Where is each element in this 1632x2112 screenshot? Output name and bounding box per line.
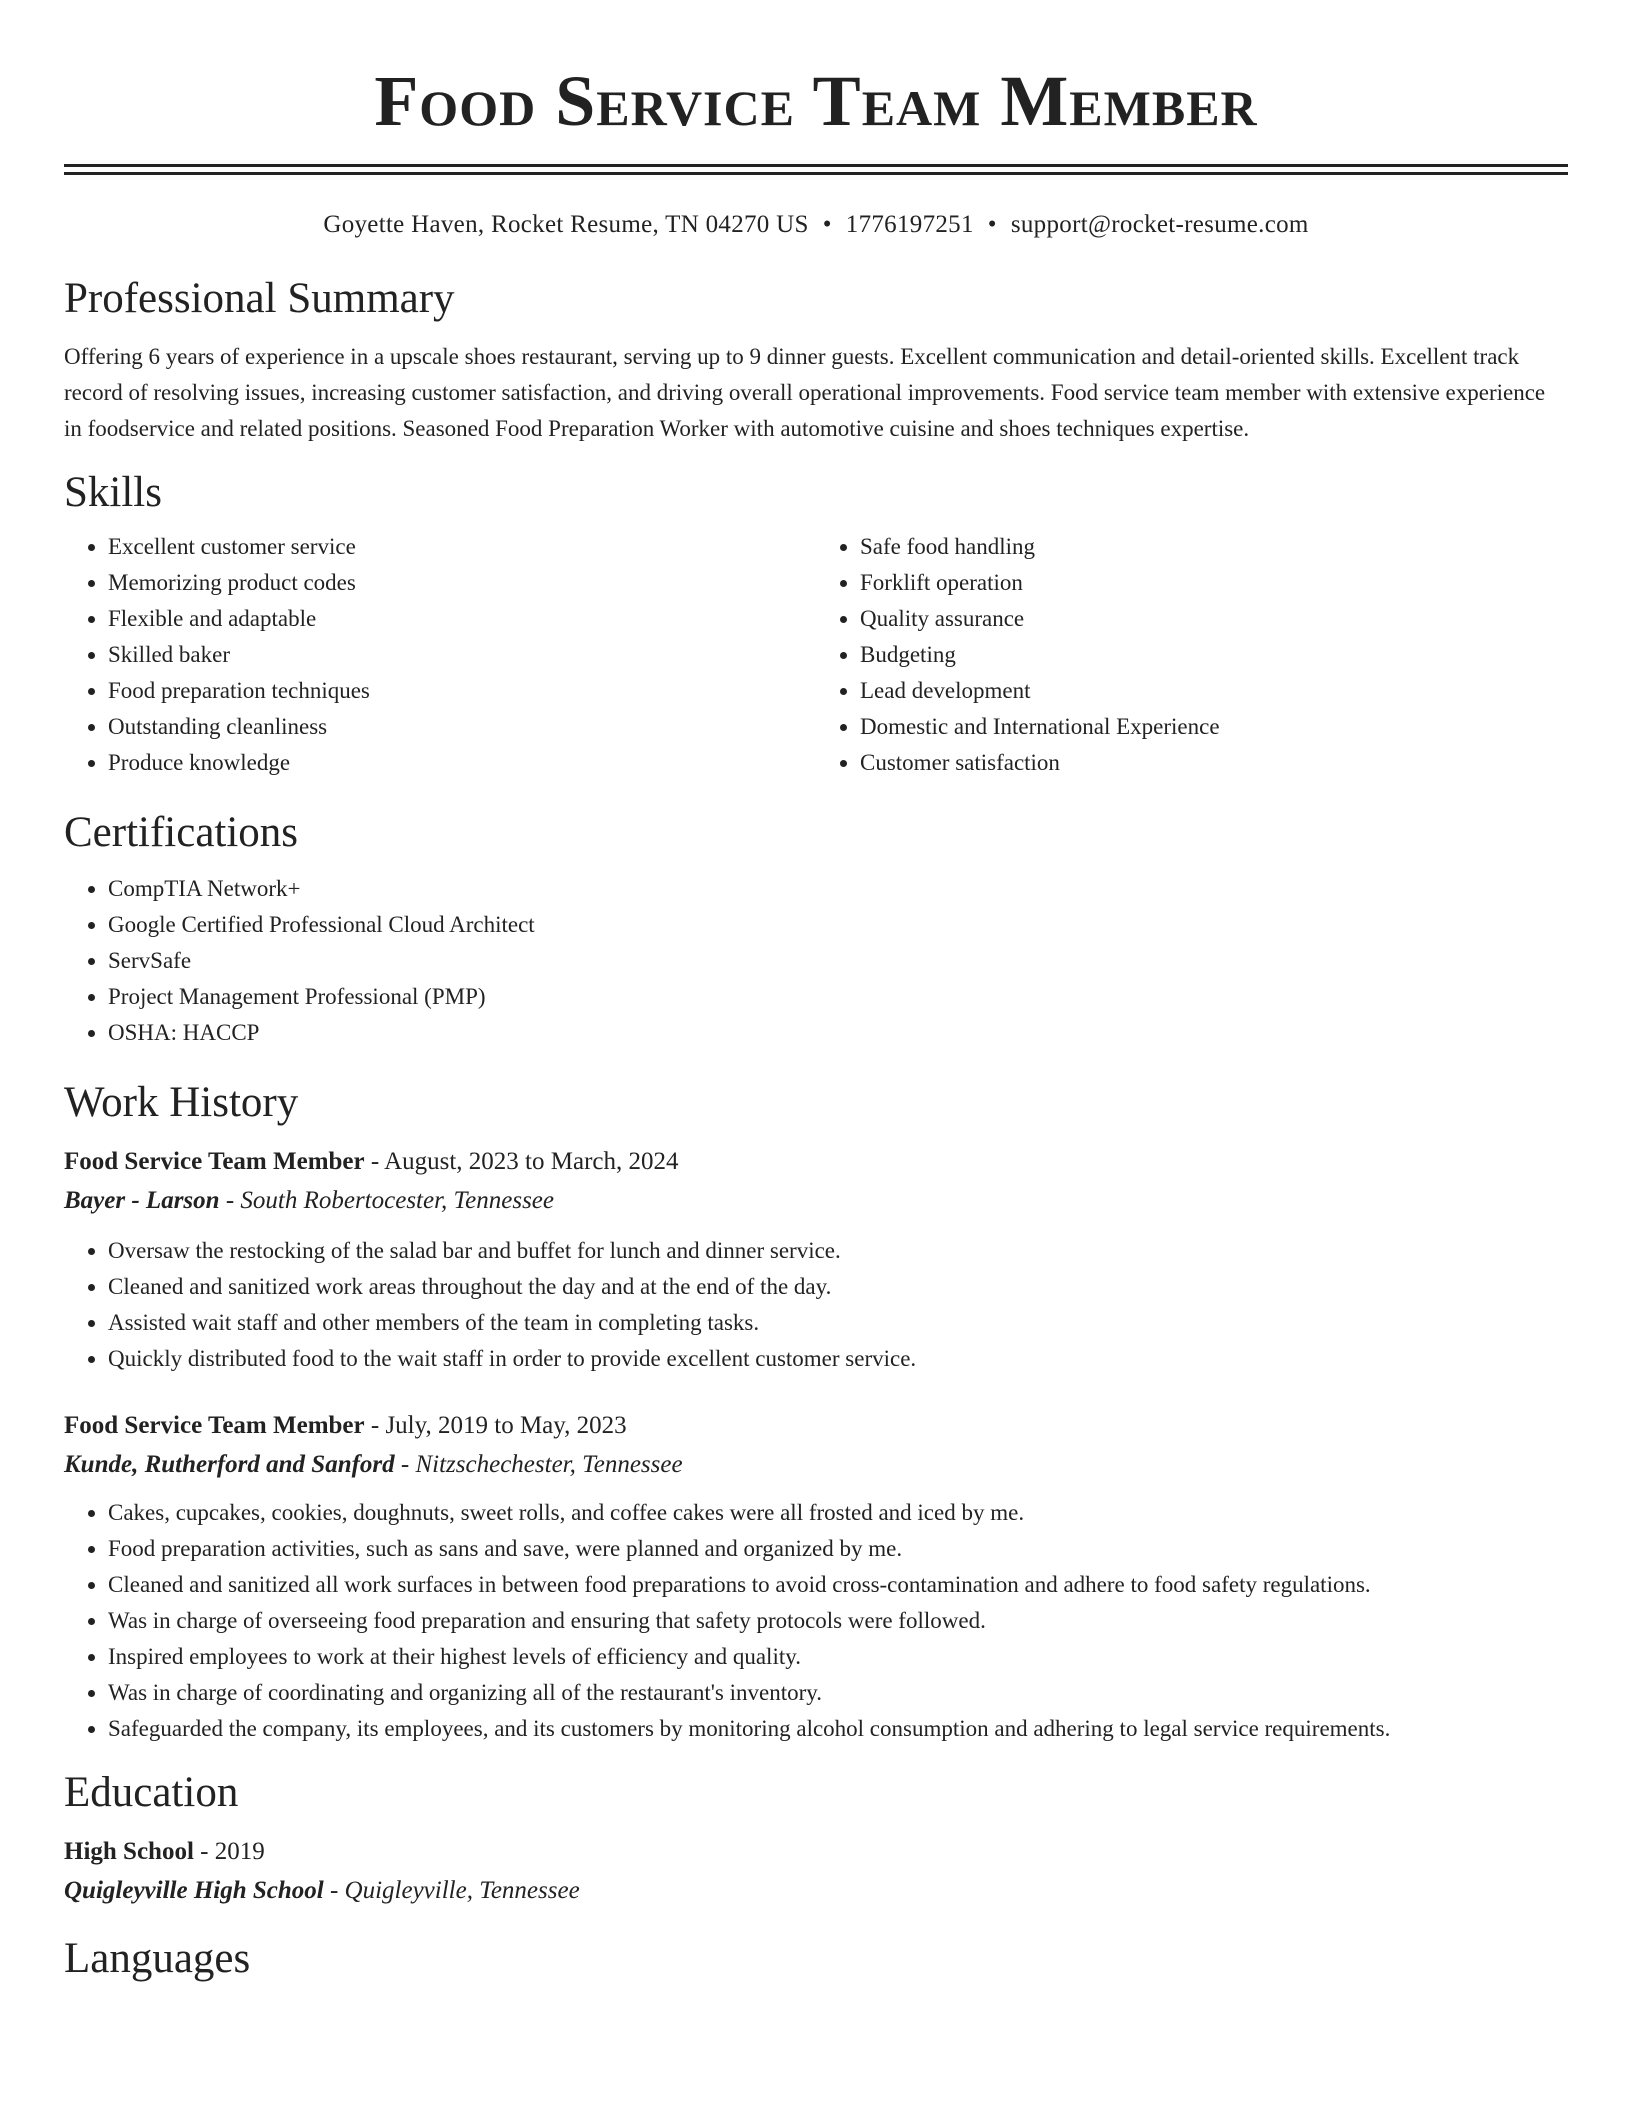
certification-item: • Google Certified Professional Cloud Architect — [108, 907, 1568, 943]
job-employer — [64, 1181, 1568, 1221]
job-entry — [64, 1143, 1568, 1377]
skill-item: • Outstanding cleanliness — [108, 709, 816, 745]
skill-item: • Domestic and International Experience — [860, 709, 1568, 745]
education-header — [64, 1833, 1568, 1871]
education-year: - 2019 — [193, 1838, 265, 1865]
summary-text: Offering 6 years of experience in a upscale shoes restaurant, serving up to 9 dinner guests. Excellent communication and detail-oriented skills. Excellent track record of resolving issues, increasing customer satisfaction, and driving overall operational improvements. Food service team member with extensive experience in foodservice and related positions. Seasoned Food Preparation Worker with automotive cuisine and shoes techniques expertise. — [64, 344, 1546, 441]
education-location: - Quigleyville, Tennessee — [323, 1877, 580, 1904]
skills-column-right — [816, 529, 1568, 781]
job-duty: • Cakes, cupcakes, cookies, doughnuts, sweet rolls, and coffee cakes were all frosted and iced by me. — [108, 1495, 1568, 1531]
contact-separator: • — [822, 211, 832, 238]
skill-item: • Produce knowledge — [108, 745, 816, 781]
job-header — [64, 1143, 1568, 1181]
certification-item: • CompTIA Network+ — [108, 871, 1568, 907]
skill-item: • Quality assurance — [860, 601, 1568, 637]
skill-item: • Skilled baker — [108, 637, 816, 673]
title-divider-thin — [64, 172, 1568, 175]
certifications-heading: Certifications — [64, 809, 299, 856]
education-school-line — [64, 1871, 1568, 1911]
job-header — [64, 1407, 1568, 1445]
job-dates: - July, 2019 to May, 2023 — [364, 1412, 627, 1439]
certification-item: • ServSafe — [108, 943, 1568, 979]
skills-column-left — [64, 529, 816, 781]
job-duty: • Inspired employees to work at their highest levels of efficiency and quality. — [108, 1639, 1568, 1675]
job-title: Food Service Team Member — [64, 1148, 365, 1175]
job-duty: • Cleaned and sanitized work areas throughout the day and at the end of the day. — [108, 1269, 1568, 1305]
certification-item: • OSHA: HACCP — [108, 1015, 1568, 1051]
certification-item: • Project Management Professional (PMP) — [108, 979, 1568, 1015]
job-duty: • Assisted wait staff and other members of the team in completing tasks. — [108, 1305, 1568, 1341]
skill-item: • Flexible and adaptable — [108, 601, 816, 637]
education-school: Quigleyville High School — [64, 1877, 324, 1904]
skill-item: • Memorizing product codes — [108, 565, 816, 601]
languages-heading: Languages — [64, 1935, 251, 1982]
job-entry — [64, 1407, 1568, 1747]
job-company: Bayer - Larson — [64, 1187, 220, 1214]
skill-item: • Customer satisfaction — [860, 745, 1568, 781]
education-degree: High School — [64, 1838, 194, 1865]
job-duty: • Food preparation activities, such as sans and save, were planned and organized by me. — [108, 1531, 1568, 1567]
summary-heading: Professional Summary — [64, 275, 455, 322]
skill-item: • Forklift operation — [860, 565, 1568, 601]
job-location: - Nitzschechester, Tennessee — [394, 1451, 683, 1478]
skill-item: • Food preparation techniques — [108, 673, 816, 709]
resume-title: Food Service Team Member — [374, 61, 1258, 141]
contact-email: support@rocket-resume.com — [1010, 211, 1309, 238]
job-duties — [64, 1495, 1568, 1747]
skills-list — [64, 529, 1568, 781]
education-entry — [64, 1833, 1568, 1911]
skill-item: • Safe food handling — [860, 529, 1568, 565]
job-title: Food Service Team Member — [64, 1412, 365, 1439]
job-duty: • Oversaw the restocking of the salad bar and buffet for lunch and dinner service. — [108, 1233, 1568, 1269]
title-divider-thick — [64, 164, 1568, 167]
education-heading: Education — [64, 1769, 239, 1816]
contact-address: Goyette Haven, Rocket Resume, TN 04270 US — [323, 211, 809, 238]
skill-item: • Lead development — [860, 673, 1568, 709]
job-employer — [64, 1445, 1568, 1485]
job-duty: • Cleaned and sanitized all work surfaces in between food preparations to avoid cross-contamination and adhere to food safety regulations. — [108, 1567, 1568, 1603]
skill-item: • Budgeting — [860, 637, 1568, 673]
job-duty: • Was in charge of overseeing food preparation and ensuring that safety protocols were followed. — [108, 1603, 1568, 1639]
contact-line — [64, 209, 1568, 241]
job-duty: • Safeguarded the company, its employees, and its customers by monitoring alcohol consumption and adhering to legal service requirements. — [108, 1711, 1568, 1747]
job-company: Kunde, Rutherford and Sanford — [64, 1451, 395, 1478]
contact-phone: 1776197251 — [845, 211, 974, 238]
certifications-list — [64, 871, 1568, 1051]
job-location: - South Robertocester, Tennessee — [219, 1187, 554, 1214]
job-dates: - August, 2023 to March, 2024 — [364, 1148, 679, 1175]
work-history-heading: Work History — [64, 1079, 299, 1126]
job-duties — [64, 1233, 1568, 1377]
job-duty: • Was in charge of coordinating and organizing all of the restaurant's inventory. — [108, 1675, 1568, 1711]
skill-item: • Excellent customer service — [108, 529, 816, 565]
job-duty: • Quickly distributed food to the wait staff in order to provide excellent customer service. — [108, 1341, 1568, 1377]
skills-heading: Skills — [64, 469, 162, 516]
contact-separator: • — [987, 211, 997, 238]
